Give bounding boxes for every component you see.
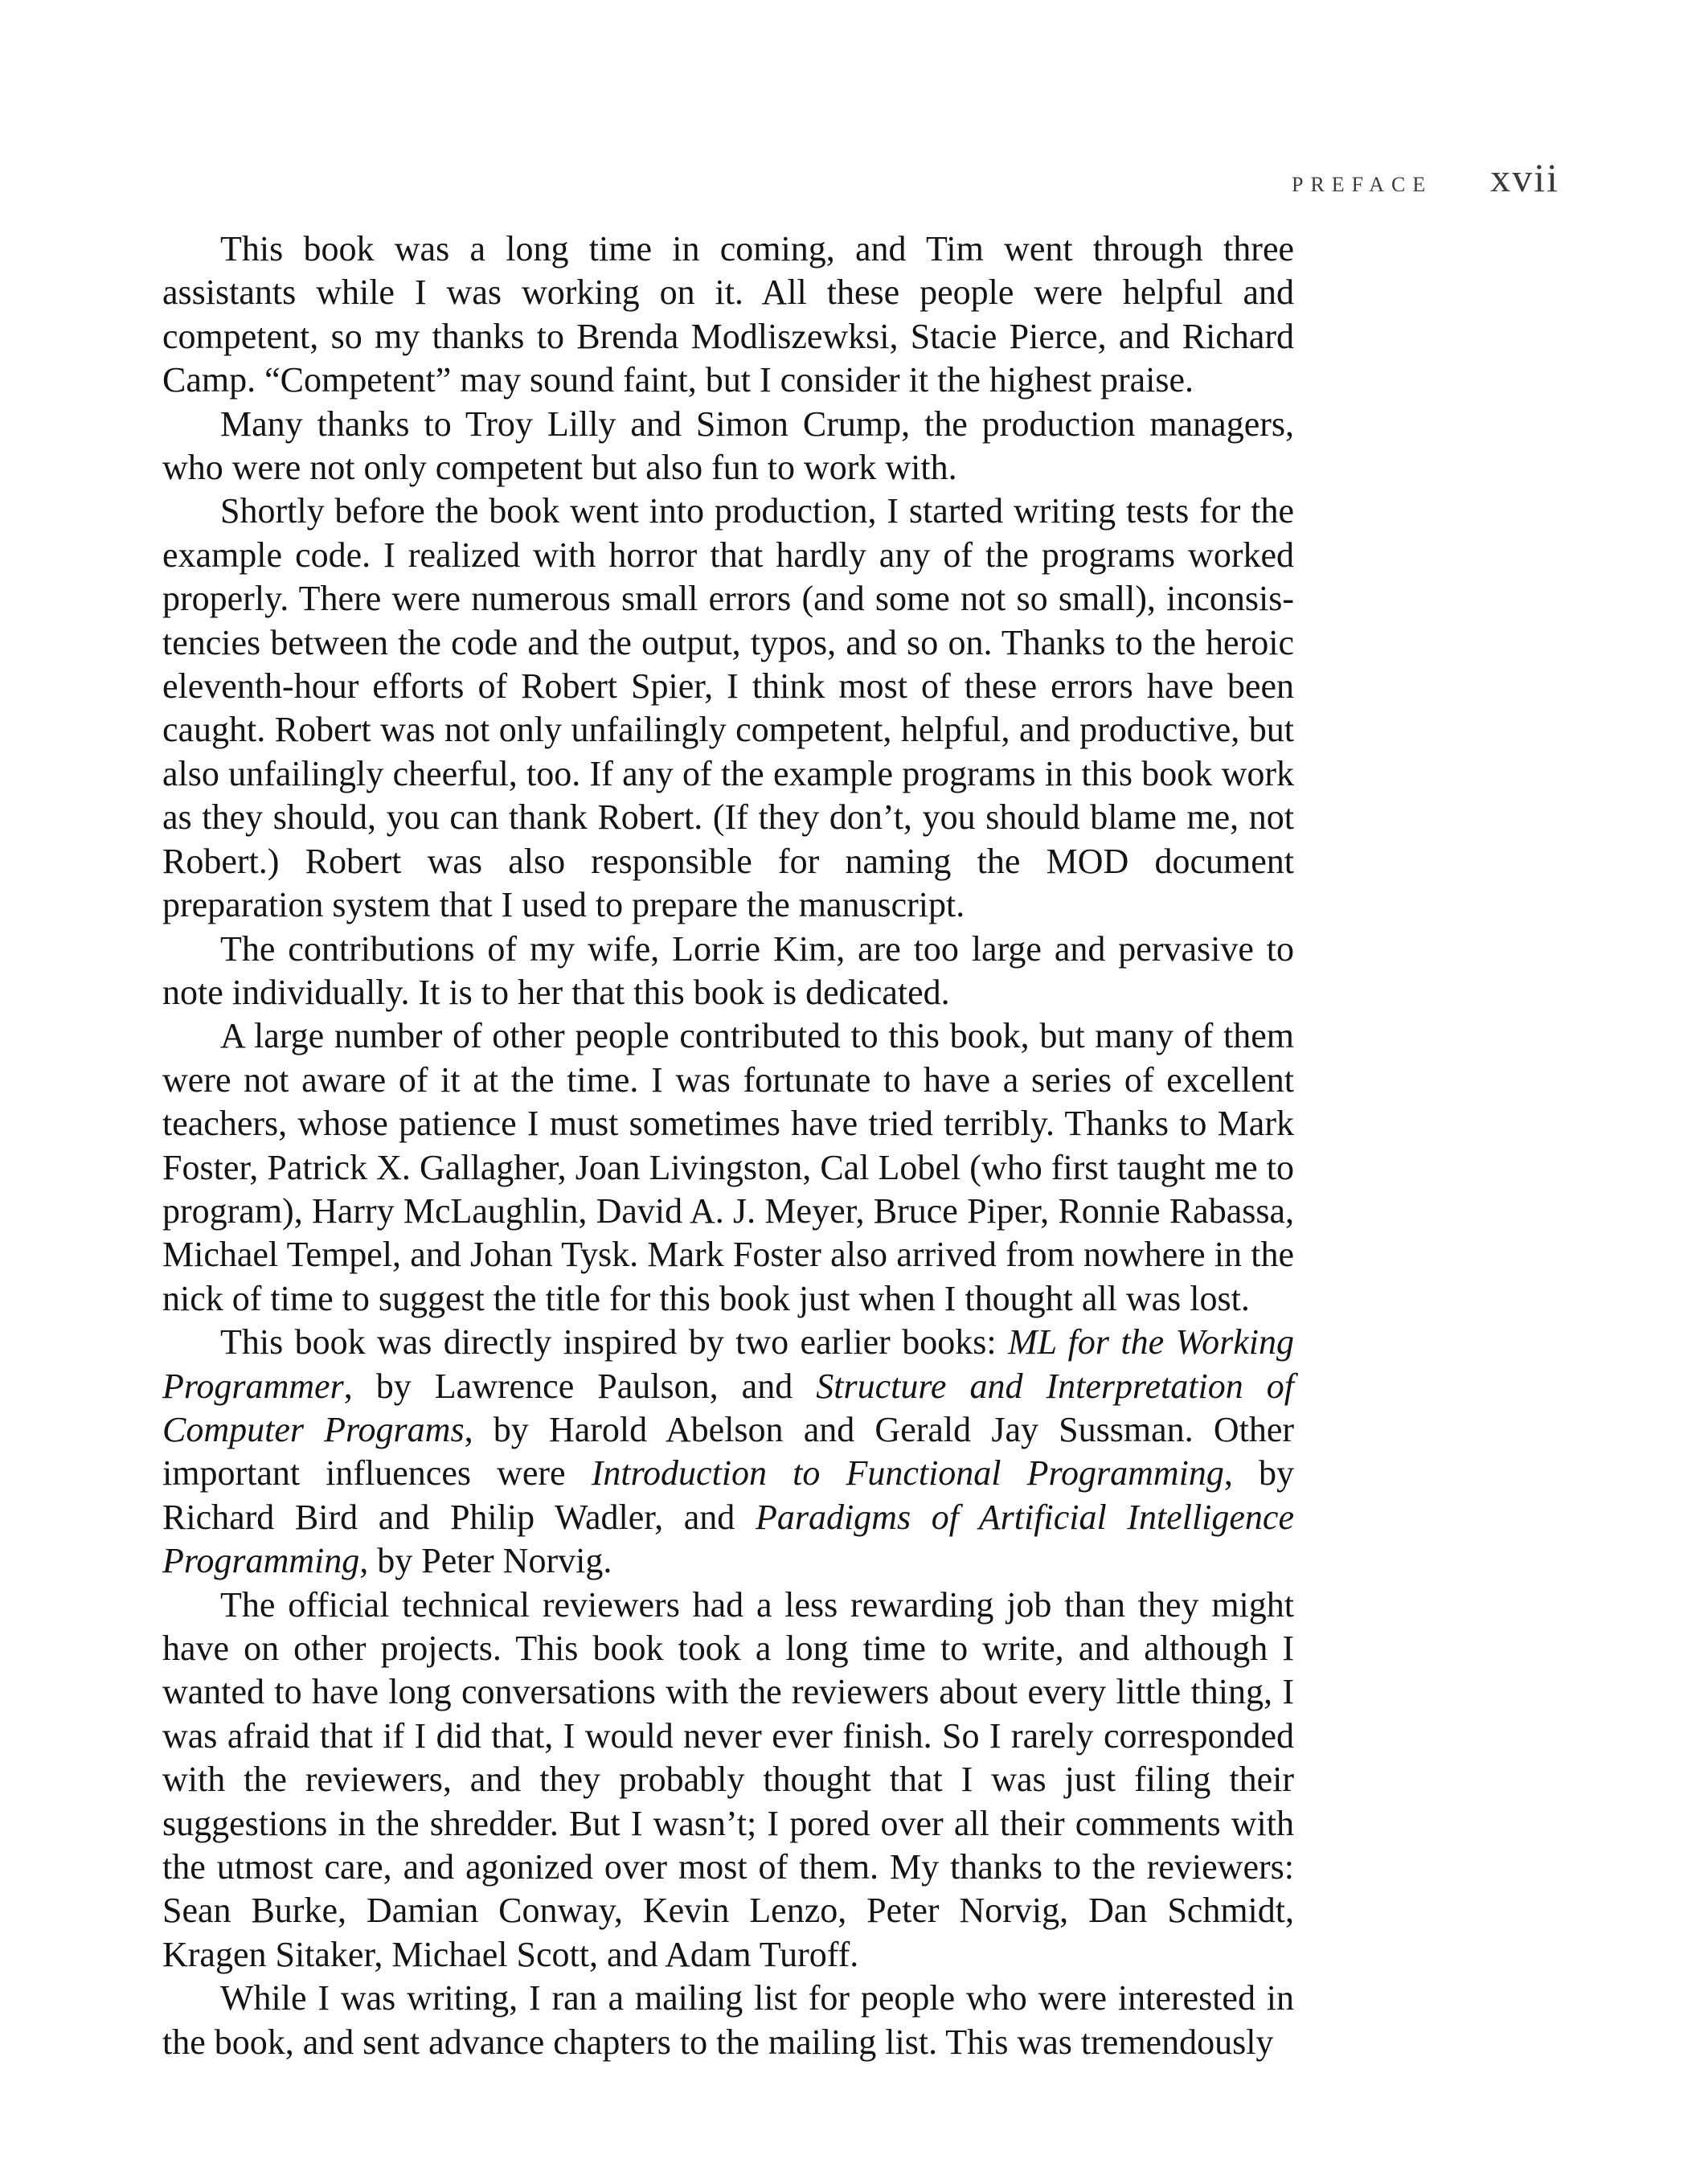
paragraph-inspiration	[162, 1321, 1294, 1583]
paragraph-assistants	[162, 227, 1294, 403]
text-run: This book was a long time in coming, and Tim went through three assistants while I was working on it. All these people were helpful and competent, so my thanks to Brenda Modliszewksi, Stacie Pierce, and Richard Camp. “Competent” may sound faint, but I consider it the highest praise.	[162, 229, 1294, 400]
paragraph-tests	[162, 490, 1294, 927]
text-run: A large number of other people contributed to this book, but many of them were not aware of it at the time. I was fortunate to have a series of excellent teachers, whose patience I must sometimes have tried terribly. Thanks to Mark Foster, Patrick X. Gallagher, Joan Livingston, Cal Lobel (who first taught me to program), Harry McLaughlin, David A. J. Meyer, Bruce Piper, Ronnie Rabassa, Michael Tempel, and Johan Tysk. Mark Foster also arrived from nowhere in the nick of time to suggest the title for this book just when I thought all was lost.	[162, 1016, 1294, 1318]
paragraph-mailing-list	[162, 1977, 1294, 2064]
running-head	[1292, 154, 1559, 201]
text-run: , by Peter Norvig.	[359, 1541, 612, 1581]
text-run: Shortly before the book went into production, I started writing tests for the example code. I realized with horror that hardly any of the programs worked properly. There were numerous small errors (and some not so small), inconsistencies between the code and the output, typos, and so on. Thanks to the heroic eleventh-hour efforts of Robert Spier, I think most of these errors have been caught. Robert was not only unfailingly competent, helpful, and productive, but also unfailingly cheerful, too. If any of the example programs in this book work as they should, you can thank Robert. (If they don’t, you should blame me, not Robert.) Robert was also responsible for naming the MOD document preparation system that I used to prepare the manuscript.	[162, 491, 1294, 925]
book-title: Paradigms of Artificial Intelligence Programming	[162, 1497, 1294, 1581]
book-title: Introduction to Functional Programming	[591, 1453, 1224, 1494]
text-run: This book was directly inspired by two earlier books:	[220, 1322, 1008, 1362]
book-title: ML for the Working Programmer	[162, 1322, 1295, 1406]
paragraph-wife	[162, 928, 1294, 1015]
text-run: While I was writing, I ran a mailing list for people who were interested in the book, and sent advance chapters to the mailing list. This was tremendously	[162, 1978, 1294, 2062]
text-run: , by Richard Bird and Philip Wadler, and	[162, 1453, 1295, 1537]
text-run: Many thanks to Troy Lilly and Simon Crump, the production managers, who were not only competent but also fun to work with.	[162, 404, 1294, 488]
text-run: , by Harold Abelson and Gerald Jay Sussman. Other important influences were	[162, 1409, 1295, 1494]
paragraph-reviewers	[162, 1584, 1294, 1977]
section-title: PREFACE	[1291, 173, 1433, 196]
text-run: The contributions of my wife, Lorrie Kim, are too large and pervasive to note individually. It is to her that this book is dedicated.	[162, 928, 1294, 1012]
text-run: , by Lawrence Paulson, and	[343, 1366, 817, 1406]
book-title: Structure and Interpretation of Computer Programs	[162, 1366, 1294, 1449]
page-number: xvii	[1490, 155, 1559, 200]
text-run: The official technical reviewers had a less rewarding job than they might have on other projects. This book took a long time to write, and although I wanted to have long conversations with the reviewers about every little thing, I was afraid that if I did that, I would never ever finish. So I rarely corresponded with the reviewers, and they probably thought that I was just filing their suggestions in the shredder. But I wasn’t; I pored over all their comments with the utmost care, and agonized over most of them. My thanks to the reviewers: Sean Burke, Damian Conway, Kevin Lenzo, Peter Norvig, Dan Schmidt, Kragen Sitaker, Michael Scott, and Adam Turoff.	[162, 1584, 1294, 1974]
body-text	[162, 227, 1294, 2064]
paragraph-teachers	[162, 1014, 1294, 1321]
paragraph-production-managers	[162, 403, 1294, 490]
